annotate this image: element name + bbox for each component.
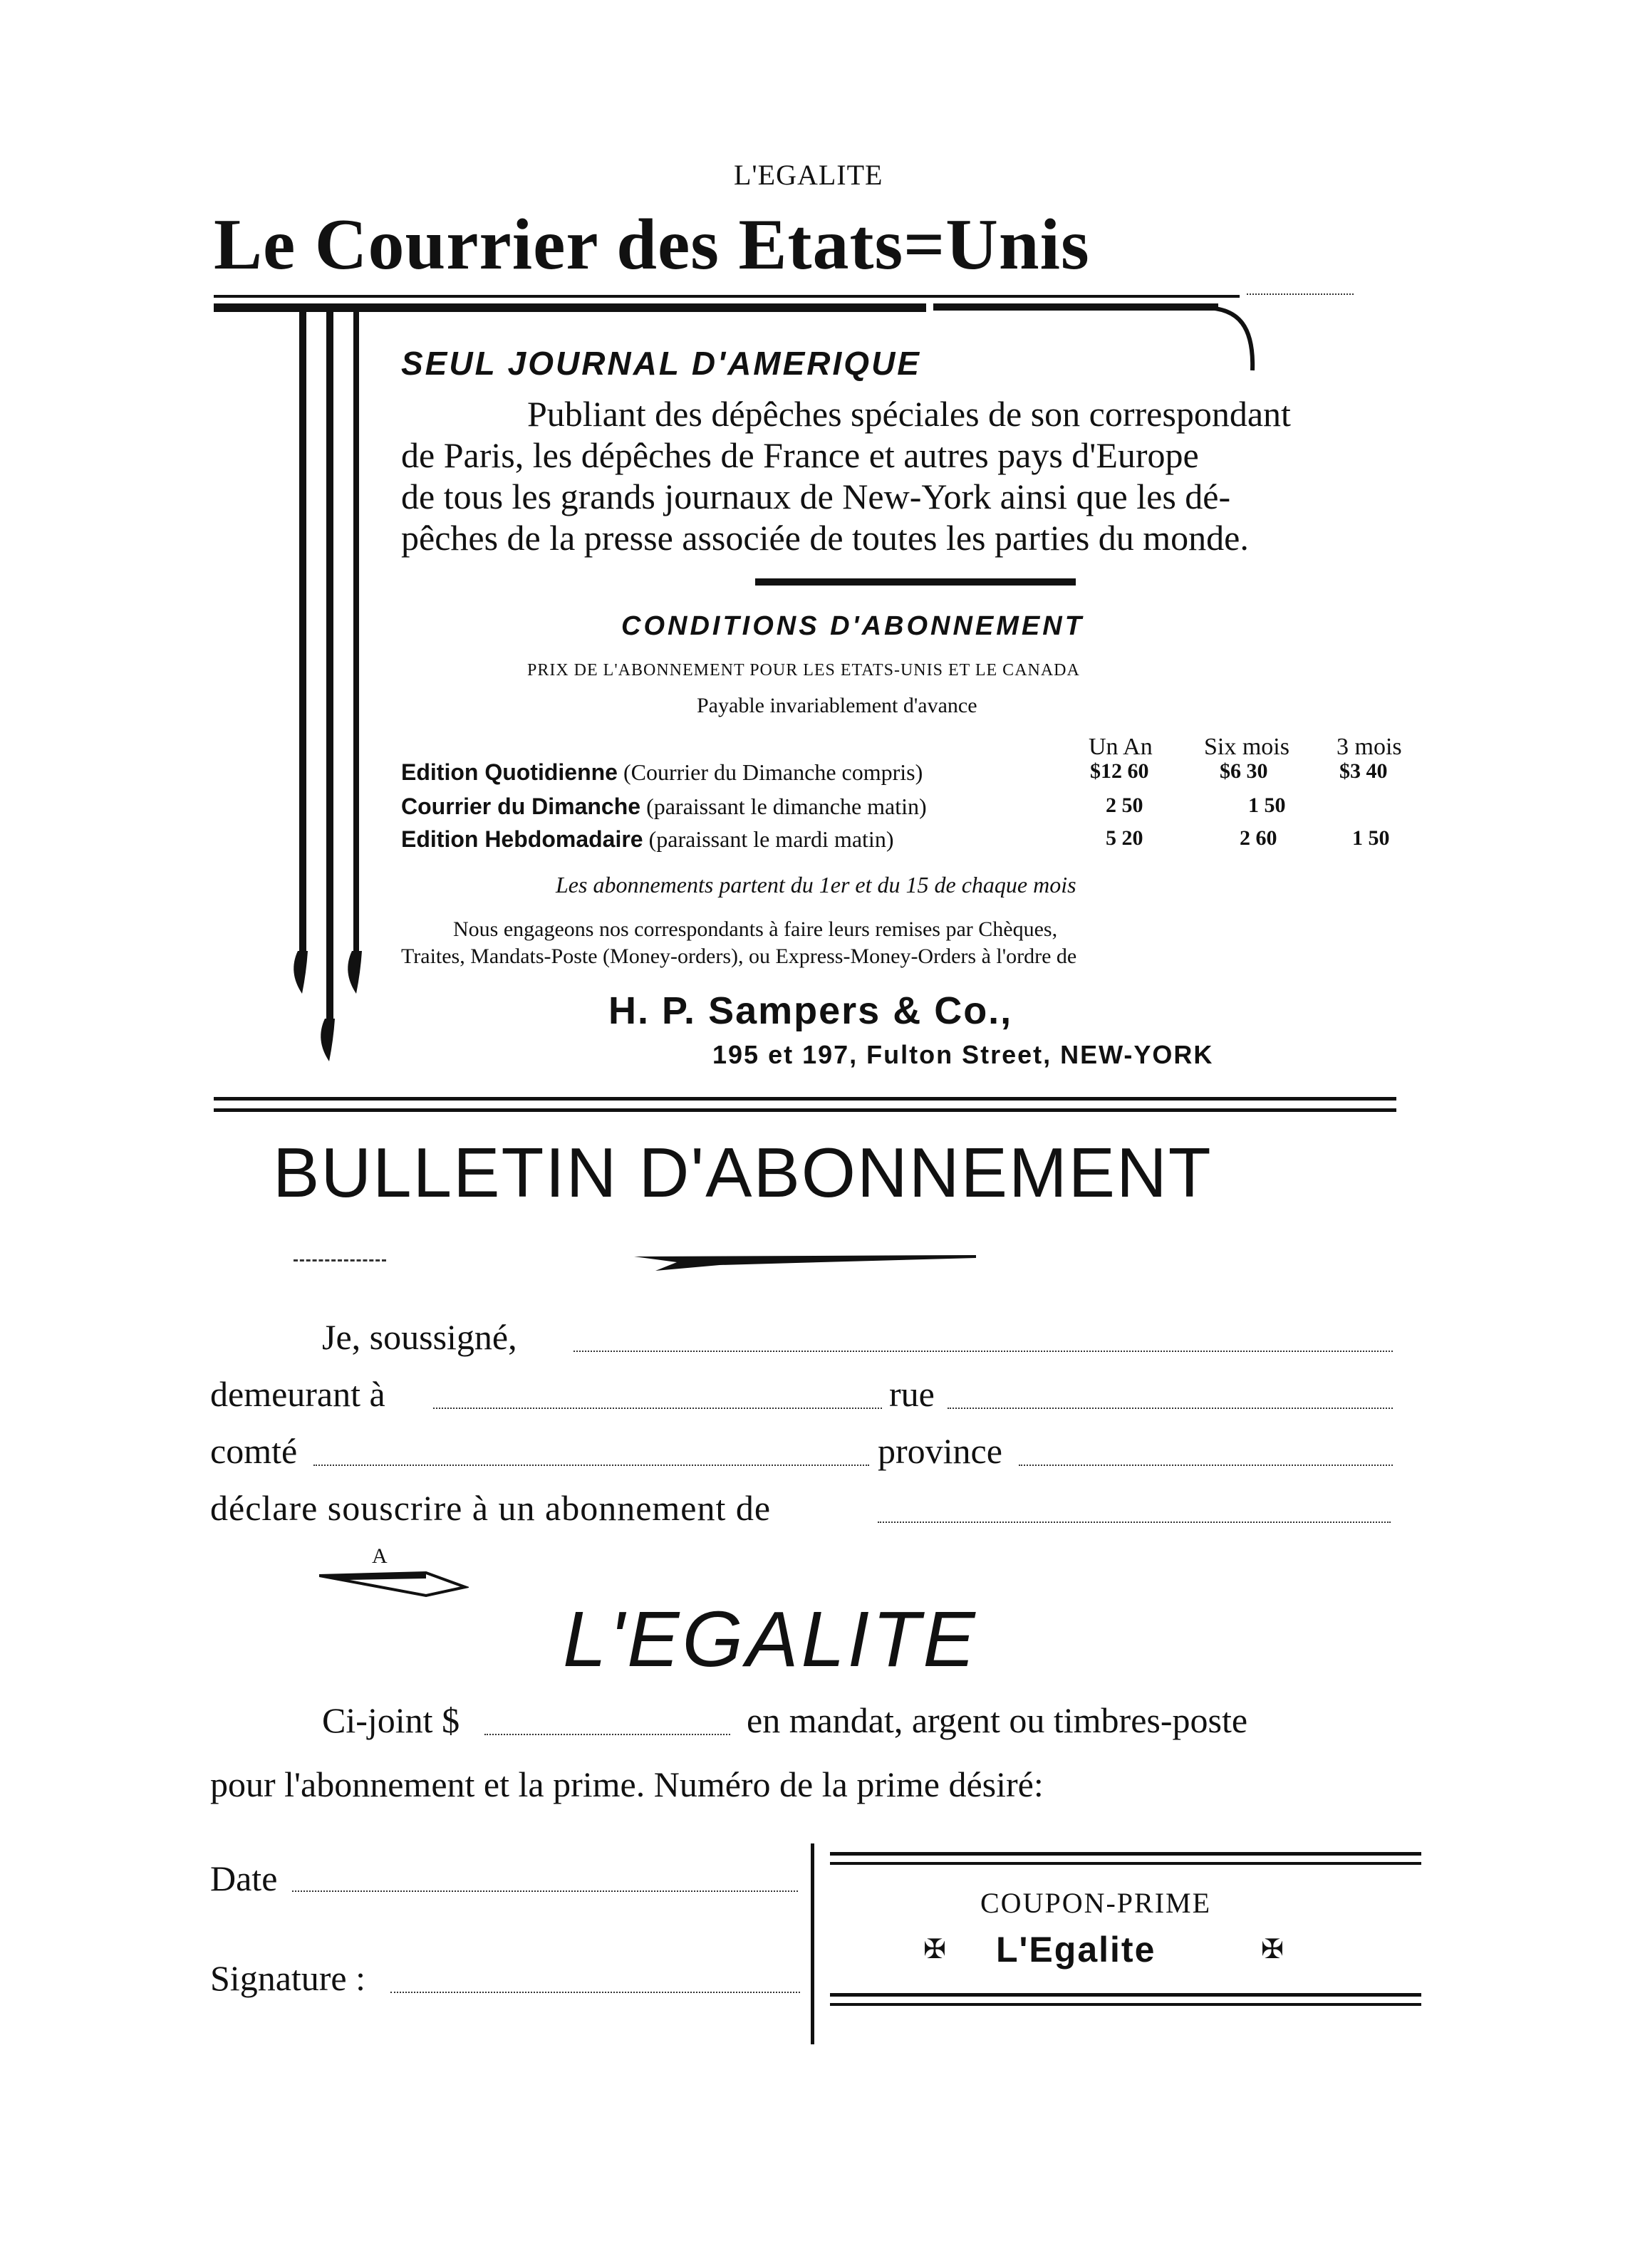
column-header-six: Six mois — [1204, 734, 1289, 760]
edition-detail: (paraissant le mardi matin) — [643, 826, 894, 852]
masthead-rule-thin — [214, 295, 1240, 298]
rue-label: rue — [889, 1374, 935, 1414]
masthead-curl — [1204, 299, 1268, 378]
coupon-rule-top-1 — [830, 1852, 1421, 1856]
section-rule-bottom — [214, 1108, 1396, 1112]
slogan: SEUL JOURNAL D'AMERIQUE — [401, 345, 921, 382]
price-row-label — [401, 759, 923, 786]
coupon-name: L'Egalite — [996, 1930, 1156, 1970]
comte-field[interactable] — [313, 1465, 869, 1466]
conditions-title: CONDITIONS D'ABONNEMENT — [621, 611, 1084, 641]
prices-subtitle: PRIX DE L'ABONNEMENT POUR LES ETATS-UNIS ET LE CANADA — [527, 661, 1080, 680]
price-six: 2 60 — [1240, 826, 1277, 850]
pen-nib-arrow — [319, 1567, 469, 1607]
ornament-right-icon: ✠ — [1261, 1935, 1284, 1965]
prime-line: pour l'abonnement et la prime. Numéro de la prime désiré: — [210, 1764, 1044, 1804]
coupon-rule-bottom-2 — [830, 2003, 1421, 2006]
coupon-vertical-rule — [811, 1843, 814, 2044]
price-row-label — [401, 794, 927, 820]
province-label: province — [878, 1431, 1002, 1471]
price-row-label — [401, 826, 893, 853]
declare-label: déclare souscrire à un abonnement de — [210, 1488, 772, 1528]
description-line: pêches de la presse associée de toutes les parties du monde. — [401, 518, 1249, 558]
soussigne-label: Je, soussigné, — [322, 1317, 517, 1357]
start-note: Les abonnements partent du 1er et du 15 de chaque mois — [556, 872, 1076, 898]
edition-name: Courrier du Dimanche — [401, 794, 641, 819]
masthead-dotted-rule — [1247, 293, 1354, 295]
price-three: $3 40 — [1339, 759, 1388, 783]
demeurant-label: demeurant à — [210, 1374, 385, 1414]
price-six: $6 30 — [1220, 759, 1268, 783]
payment-note: Payable invariablement d'avance — [697, 694, 977, 717]
running-title: L'EGALITE — [734, 159, 883, 191]
signature-field[interactable] — [390, 1992, 800, 1993]
newspaper-title: L'EGALITE — [563, 1596, 978, 1683]
ornament-left-icon: ✠ — [923, 1935, 946, 1965]
cijoint-label: Ci-joint $ — [322, 1700, 460, 1740]
description-line: de Paris, les dépêches de France et autres pays d'Europe — [401, 435, 1199, 475]
price-year: 5 20 — [1106, 826, 1143, 850]
province-field[interactable] — [1019, 1465, 1393, 1466]
edition-name: Edition Quotidienne — [401, 759, 618, 785]
bulletin-title: BULLETIN D'ABONNEMENT — [273, 1133, 1213, 1212]
coupon-rule-bottom-1 — [830, 1993, 1421, 1997]
cijoint-amount-field[interactable] — [484, 1734, 730, 1735]
masthead: Le Courrier des Etats=Unis — [214, 204, 1090, 285]
price-year: $12 60 — [1090, 759, 1149, 783]
company-address: 195 et 197, Fulton Street, NEW-YORK — [712, 1040, 1214, 1069]
column-header-three: 3 mois — [1337, 734, 1402, 760]
declare-field[interactable] — [878, 1521, 1391, 1523]
cijoint-rest: en mandat, argent ou timbres-poste — [747, 1700, 1248, 1740]
edition-detail: (paraissant le dimanche matin) — [640, 794, 927, 819]
price-three: 1 50 — [1352, 826, 1390, 850]
flourish-divider — [634, 1248, 976, 1276]
coupon-title: COUPON-PRIME — [980, 1887, 1212, 1919]
demeurant-field[interactable] — [433, 1408, 882, 1409]
remittance-line: Nous engageons nos correspondants à faire leurs remises par Chèques, — [453, 917, 1058, 941]
remittance-line: Traites, Mandats-Poste (Money-orders), ou Express-Money-Orders à l'ordre de — [401, 945, 1077, 968]
comte-label: comté — [210, 1431, 298, 1471]
dash-marks — [294, 1259, 386, 1262]
section-divider — [755, 578, 1076, 586]
section-rule-top — [214, 1097, 1396, 1101]
rue-field[interactable] — [948, 1408, 1393, 1409]
masthead-rule-thick-right — [933, 303, 1218, 311]
date-label: Date — [210, 1858, 278, 1898]
coupon-rule-top-2 — [830, 1862, 1421, 1865]
description-line: de tous les grands journaux de New-York ainsi que les dé- — [401, 477, 1231, 516]
signature-label: Signature : — [210, 1958, 366, 1998]
edition-detail: (Courrier du Dimanche compris) — [617, 759, 923, 785]
company-name: H. P. Sampers & Co., — [608, 989, 1013, 1032]
edition-name: Edition Hebdomadaire — [401, 826, 643, 852]
column-header-year: Un An — [1089, 734, 1153, 760]
date-field[interactable] — [292, 1890, 798, 1892]
soussigne-field[interactable] — [574, 1351, 1393, 1352]
decorative-vertical-lines — [285, 306, 399, 1061]
a-mark: A — [372, 1544, 388, 1568]
price-year: 2 50 — [1106, 794, 1143, 817]
description-line: Publiant des dépêches spéciales de son correspondant — [527, 394, 1291, 434]
price-six: 1 50 — [1248, 794, 1286, 817]
